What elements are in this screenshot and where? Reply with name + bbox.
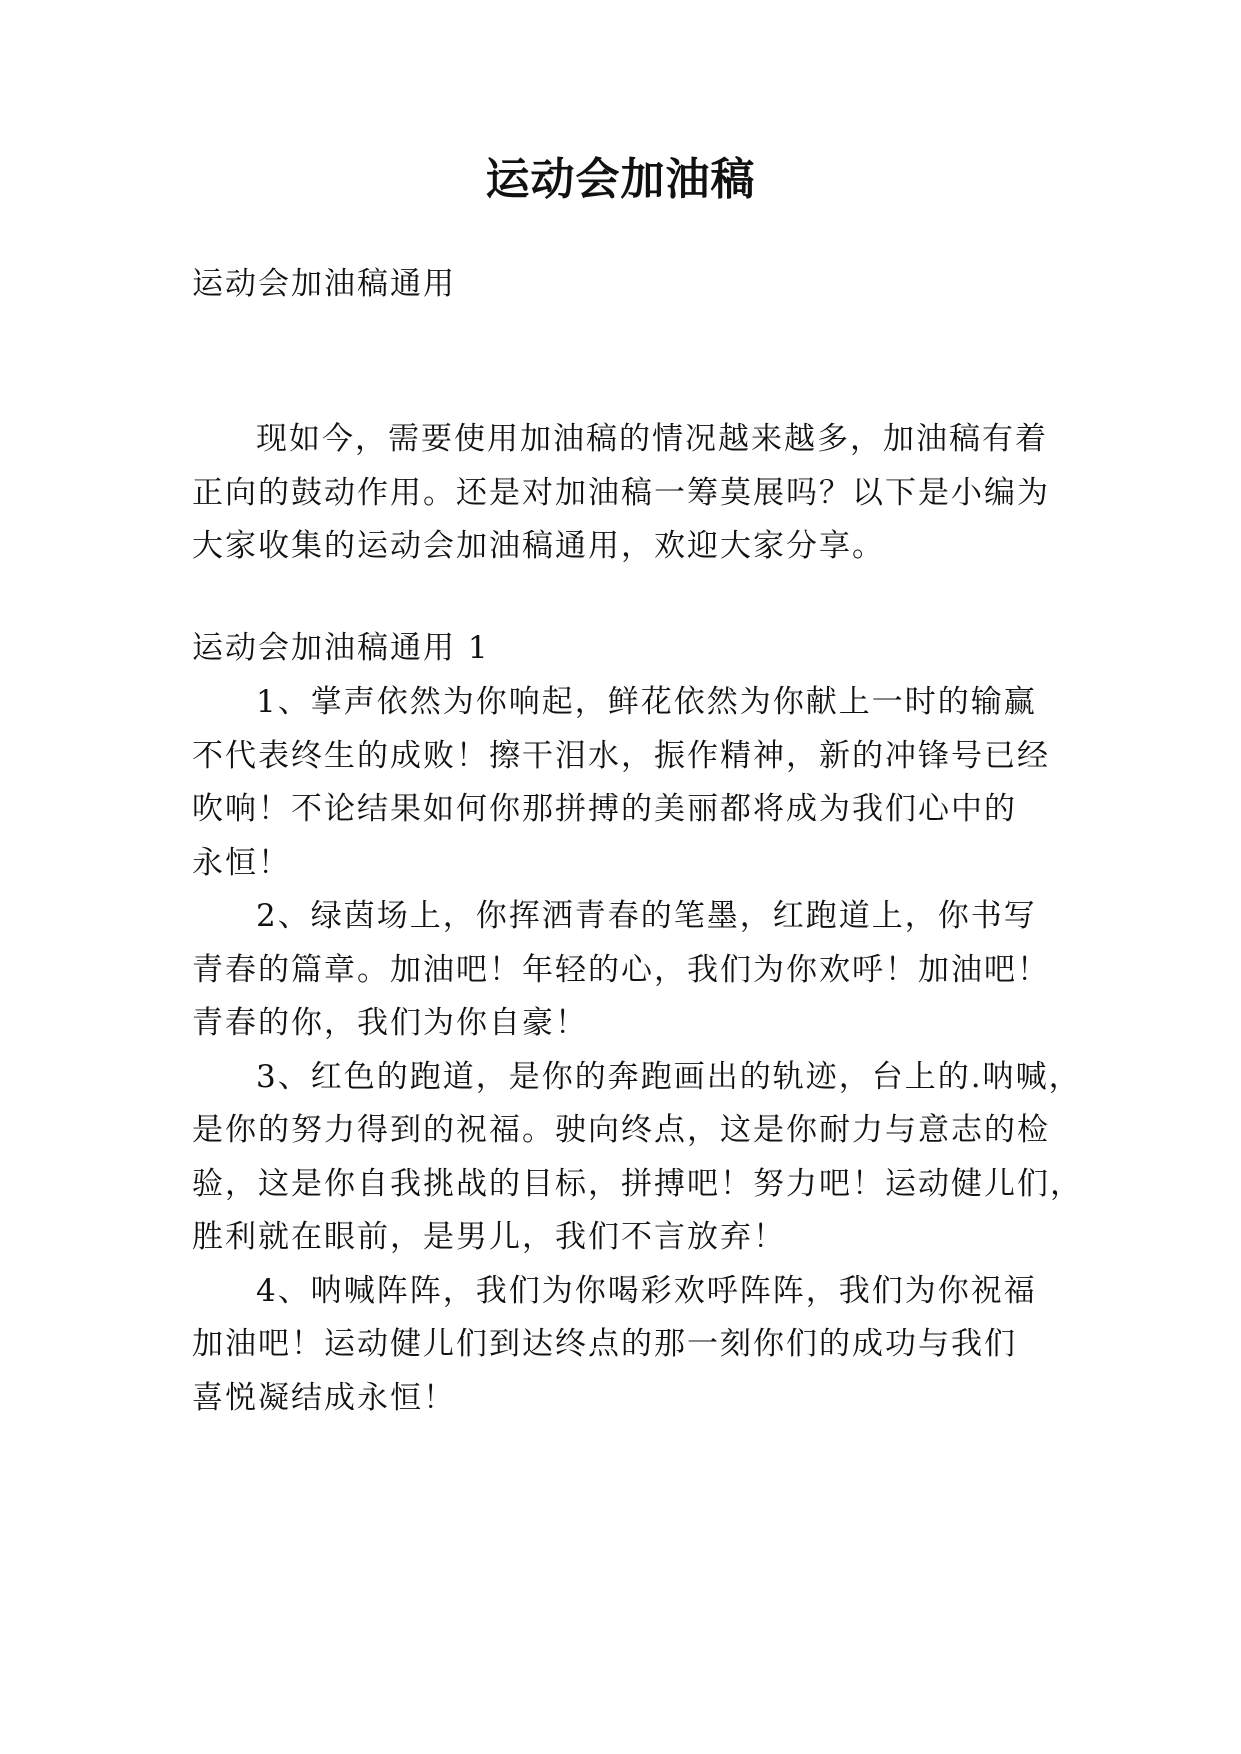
intro-line: 现如今，需要使用加油稿的情况越来越多，加油稿有着 bbox=[256, 421, 1048, 457]
item-line: 2、绿茵场上，你挥洒青春的笔墨，红跑道上，你书写 bbox=[256, 898, 1037, 934]
intro-line: 正向的鼓动作用。还是对加油稿一筹莫展吗？以下是小编为 bbox=[192, 475, 1050, 511]
item-line: 永恒！ bbox=[192, 845, 291, 881]
item-line: 4、呐喊阵阵，我们为你喝彩欢呼阵阵，我们为你祝福 bbox=[256, 1273, 1037, 1309]
document-subtitle: 运动会加油稿通用 bbox=[192, 266, 456, 302]
intro-line: 大家收集的运动会加油稿通用，欢迎大家分享。 bbox=[192, 528, 885, 564]
item-line: 吹响！不论结果如何你那拼搏的美丽都将成为我们心中的 bbox=[192, 791, 1017, 827]
item-line: 3、红色的跑道，是你的奔跑画出的轨迹，台上的.呐喊， bbox=[256, 1059, 1082, 1095]
item-line: 不代表终生的成败！擦干泪水，振作精神，新的冲锋号已经 bbox=[192, 738, 1050, 774]
item-line: 青春的篇章。加油吧！年轻的心，我们为你欢呼！加油吧！ bbox=[192, 952, 1050, 988]
item-line: 加油吧！运动健儿们到达终点的那一刻你们的成功与我们 bbox=[192, 1326, 1017, 1362]
section-heading: 运动会加油稿通用 1 bbox=[192, 630, 490, 666]
item-line: 青春的你，我们为你自豪！ bbox=[192, 1005, 588, 1041]
item-line: 1、掌声依然为你响起，鲜花依然为你献上一时的输赢 bbox=[256, 684, 1037, 720]
document-title: 运动会加油稿 bbox=[485, 154, 756, 205]
item-line: 是你的努力得到的祝福。驶向终点，这是你耐力与意志的检 bbox=[192, 1112, 1050, 1148]
item-line: 胜利就在眼前，是男儿，我们不言放弃！ bbox=[192, 1219, 786, 1255]
item-line: 验，这是你自我挑战的目标，拼搏吧！努力吧！运动健儿们， bbox=[192, 1166, 1083, 1202]
item-line: 喜悦凝结成永恒！ bbox=[192, 1380, 456, 1416]
